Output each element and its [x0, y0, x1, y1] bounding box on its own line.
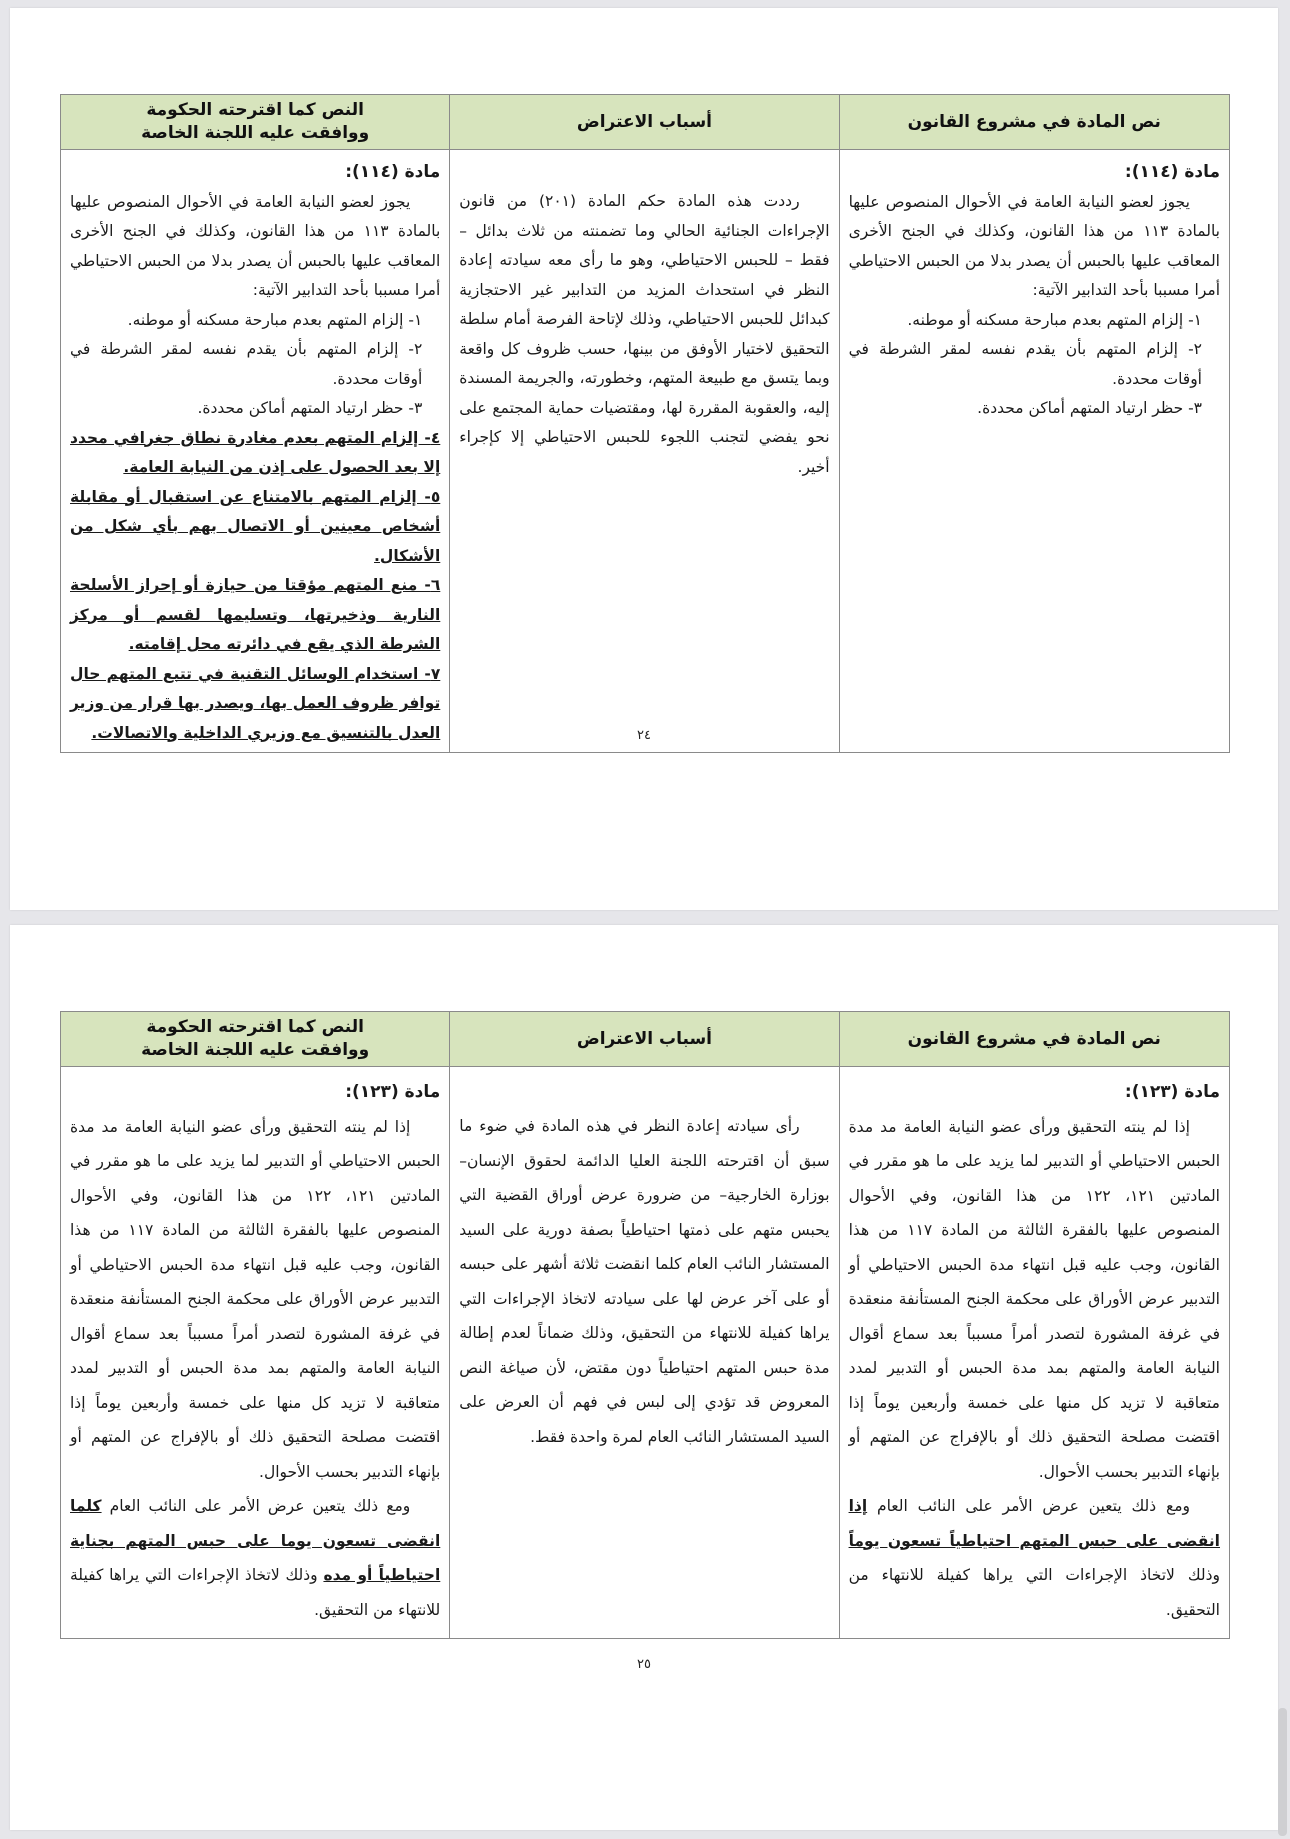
added-measure-item: ٧- استخدام الوسائل التقنية في تتبع المتهم حال توافر ظروف العمل بها، ويصدر بها قرار من وزير العدل بالتنسيق مع وزيري الداخلية والاتصالات.	[70, 664, 441, 742]
vertical-scrollbar-thumb[interactable]	[1278, 1708, 1287, 1836]
article-title: مادة (١١٤):	[1124, 162, 1220, 182]
article-title: مادة (١٢٣):	[1124, 1082, 1220, 1102]
measure-item: ٣- حظر ارتياد المتهم أماكن محددة.	[197, 399, 423, 417]
objection-reasons-cell	[450, 1067, 839, 1639]
comparison-table	[60, 94, 1230, 753]
measure-item: ٢- إلزام المتهم بأن يقدم نفسه لمقر الشرطة في أوقات محددة.	[848, 340, 1202, 388]
objection-text: رددت هذه المادة حكم المادة (٢٠١) من قانون الإجراءات الجنائية الحالي وما تضمنته من ثلاث بدائل – فقط – للحبس الاحتياطي، وهو ما رأى معه سيادته إعادة النظر في استحداث المزيد من التدابير غير الاحتجازية كبدائل للحبس الاحتياطي، وذلك لإتاحة الفرصة أمام سلطة التحقيق لاختيار الأوفق من بينها، حسب ظروف كل واقعة وبما يتسق مع طبيعة المتهم، وخطورته، والجريمة المسندة إليه، والعقوبة المقررة لها، ومقتضيات حماية المجتمع على نحو يفضي لتجنب اللجوء للحبس الاحتياطي إلا كإجراء أخير.	[459, 192, 830, 476]
header-gov-text-line2: ووافقت عليه اللجنة الخاصة	[141, 1040, 370, 1060]
header-bill-text: نص المادة في مشروع القانون	[839, 1012, 1229, 1067]
page-number: ٢٥	[637, 1657, 651, 1672]
page-number: ٢٤	[637, 728, 651, 743]
bill-text-cell	[839, 1067, 1229, 1639]
gov-text-cell	[61, 1067, 450, 1639]
paragraph-text: وذلك لاتخاذ الإجراءات التي يراها كفيلة للانتهاء من التحقيق.	[848, 1566, 1220, 1619]
paragraph-text: ومع ذلك يتعين عرض الأمر على النائب العام	[867, 1497, 1190, 1515]
paragraph-text: وذلك لاتخاذ الإجراءات التي يراها كفيلة للانتهاء من التحقيق.	[70, 1566, 441, 1619]
paragraph-text: ومع ذلك يتعين عرض الأمر على النائب العام	[101, 1497, 411, 1515]
document-page-24	[10, 8, 1278, 910]
gov-text-cell	[61, 150, 450, 753]
header-gov-text-line2: ووافقت عليه اللجنة الخاصة	[141, 123, 370, 143]
article-paragraph-2	[849, 1489, 1220, 1627]
header-gov-text	[61, 95, 450, 150]
article-paragraph: إذا لم ينته التحقيق ورأى عضو النيابة العامة مد مدة الحبس الاحتياطي أو التدبير لما يزيد على ما هو مقرر في المادتين ١٢١، ١٢٢ من هذا القانون، وفي الأحوال المنصوص عليها بالفقرة الثالثة من المادة ١١٧ من هذا القانون، وجب عليه قبل انتهاء مدة الحبس الاحتياطي أو التدبير عرض الأوراق على محكمة الجنح المستأنفة منعقدة في غرفة المشورة لتصدر أمراً مسبباً بعد سماع أقوال النيابة العامة والمتهم بمد مدة الحبس أو التدبير لمدد متعاقبة لا تزيد كل منها على خمسة وأربعين يوماً إذا اقتضت مصلحة التحقيق ذلك أو بالإفراج عن المتهم أو بإنهاء التدبير بحسب الأحوال.	[70, 1117, 441, 1481]
article-title: مادة (١١٤):	[345, 162, 441, 182]
added-measure-item: ٥- إلزام المتهم بالامتناع عن استقبال أو مقابلة أشخاص معينين أو الاتصال بهم بأي شكل من الأشكال.	[70, 487, 441, 565]
added-measure-item: ٦- منع المتهم مؤقتا من حيازة أو إحراز الأسلحة النارية وذخيرتها، وتسليمها لقسم أو مركز الشرطة الذي يقع في دائرته محل إقامته.	[70, 576, 441, 653]
comparison-table	[60, 1011, 1230, 1639]
amended-text: كلما انقضى تسعون يوما على حبس المتهم بجناية احتياطياً أو مده	[70, 1497, 441, 1584]
measure-item: ٣- حظر ارتياد المتهم أماكن محددة.	[977, 399, 1202, 417]
amended-text: إذا انقضى على حبس المتهم احتياطياً تسعون يوماً	[848, 1497, 1220, 1550]
measure-item: ٢- إلزام المتهم بأن يقدم نفسه لمقر الشرطة في أوقات محددة.	[70, 340, 423, 388]
header-bill-text: نص المادة في مشروع القانون	[839, 95, 1229, 150]
article-intro: يجوز لعضو النيابة العامة في الأحوال المنصوص عليها بالمادة ١١٣ من هذا القانون، وكذلك في الجنح الأخرى المعاقب عليها بالحبس أن يصدر بدلا من الحبس الاحتياطي أمرا مسببا بأحد التدابير الآتية:	[70, 192, 441, 299]
added-measure-item: ٤- إلزام المتهم بعدم مغادرة نطاق جغرافي محدد إلا بعد الحصول على إذن من النيابة العامة.	[70, 428, 441, 476]
bill-text-cell	[839, 150, 1229, 753]
measure-item: ١- إلزام المتهم بعدم مبارحة مسكنه أو موطنه.	[127, 310, 423, 329]
article-intro: يجوز لعضو النيابة العامة في الأحوال المنصوص عليها بالمادة ١١٣ من هذا القانون، وكذلك في الجنح الأخرى المعاقب عليها بالحبس أن يصدر بدلا من الحبس الاحتياطي أمرا مسببا بأحد التدابير الآتية:	[848, 192, 1220, 299]
measure-item: ١- إلزام المتهم بعدم مبارحة مسكنه أو موطنه.	[907, 310, 1202, 329]
header-gov-text-line1: النص كما اقترحته الحكومة	[146, 1017, 364, 1037]
objection-text: رأى سيادته إعادة النظر في هذه المادة في ضوء ما سبق أن اقترحته اللجنة العليا الدائمة لحقوق الإنسان– بوزارة الخارجية– من ضرورة عرض أوراق القضية التي يحبس متهم على ذمتها احتياطياً بصفة دورية على السيد المستشار النائب العام كلما انقضت ثلاثة أشهر على حبسه أو على آخر عرض لها على سيادته لاتخاذ الإجراءات التي يراها كفيلة للانتهاء من التحقيق، وذلك ضماناً لعدم إطالة مدة حبس المتهم احتياطياً دون مقتض، لأن صياغة النص المعروض قد تؤدي إلى لبس في فهم أن العرض على السيد المستشار النائب العام لمرة واحدة فقط.	[459, 1117, 830, 1446]
header-gov-text-line1: النص كما اقترحته الحكومة	[146, 100, 364, 120]
header-objection-reasons: أسباب الاعتراض	[450, 95, 839, 150]
article-title: مادة (١٢٣):	[345, 1082, 441, 1102]
article-paragraph: إذا لم ينته التحقيق ورأى عضو النيابة العامة مد مدة الحبس الاحتياطي أو التدبير لما يزيد على ما هو مقرر في المادتين ١٢١، ١٢٢ من هذا القانون، وفي الأحوال المنصوص عليها بالفقرة الثالثة من المادة ١١٧ من هذا القانون، وجب عليه قبل انتهاء مدة الحبس الاحتياطي أو التدبير عرض الأوراق على محكمة الجنح المستأنفة منعقدة في غرفة المشورة لتصدر أمراً مسبباً بعد سماع أقوال النيابة العامة والمتهم بمد مدة الحبس أو التدبير لمدد متعاقبة لا تزيد كل منها على خمسة وأربعين يوماً إذا اقتضت مصلحة التحقيق ذلك أو بالإفراج عن المتهم أو بإنهاء التدبير بحسب الأحوال.	[848, 1117, 1220, 1481]
article-paragraph-2	[70, 1489, 440, 1627]
document-page-25	[10, 925, 1278, 1830]
objection-reasons-cell	[450, 150, 839, 753]
header-gov-text	[61, 1012, 450, 1067]
header-objection-reasons: أسباب الاعتراض	[450, 1012, 839, 1067]
